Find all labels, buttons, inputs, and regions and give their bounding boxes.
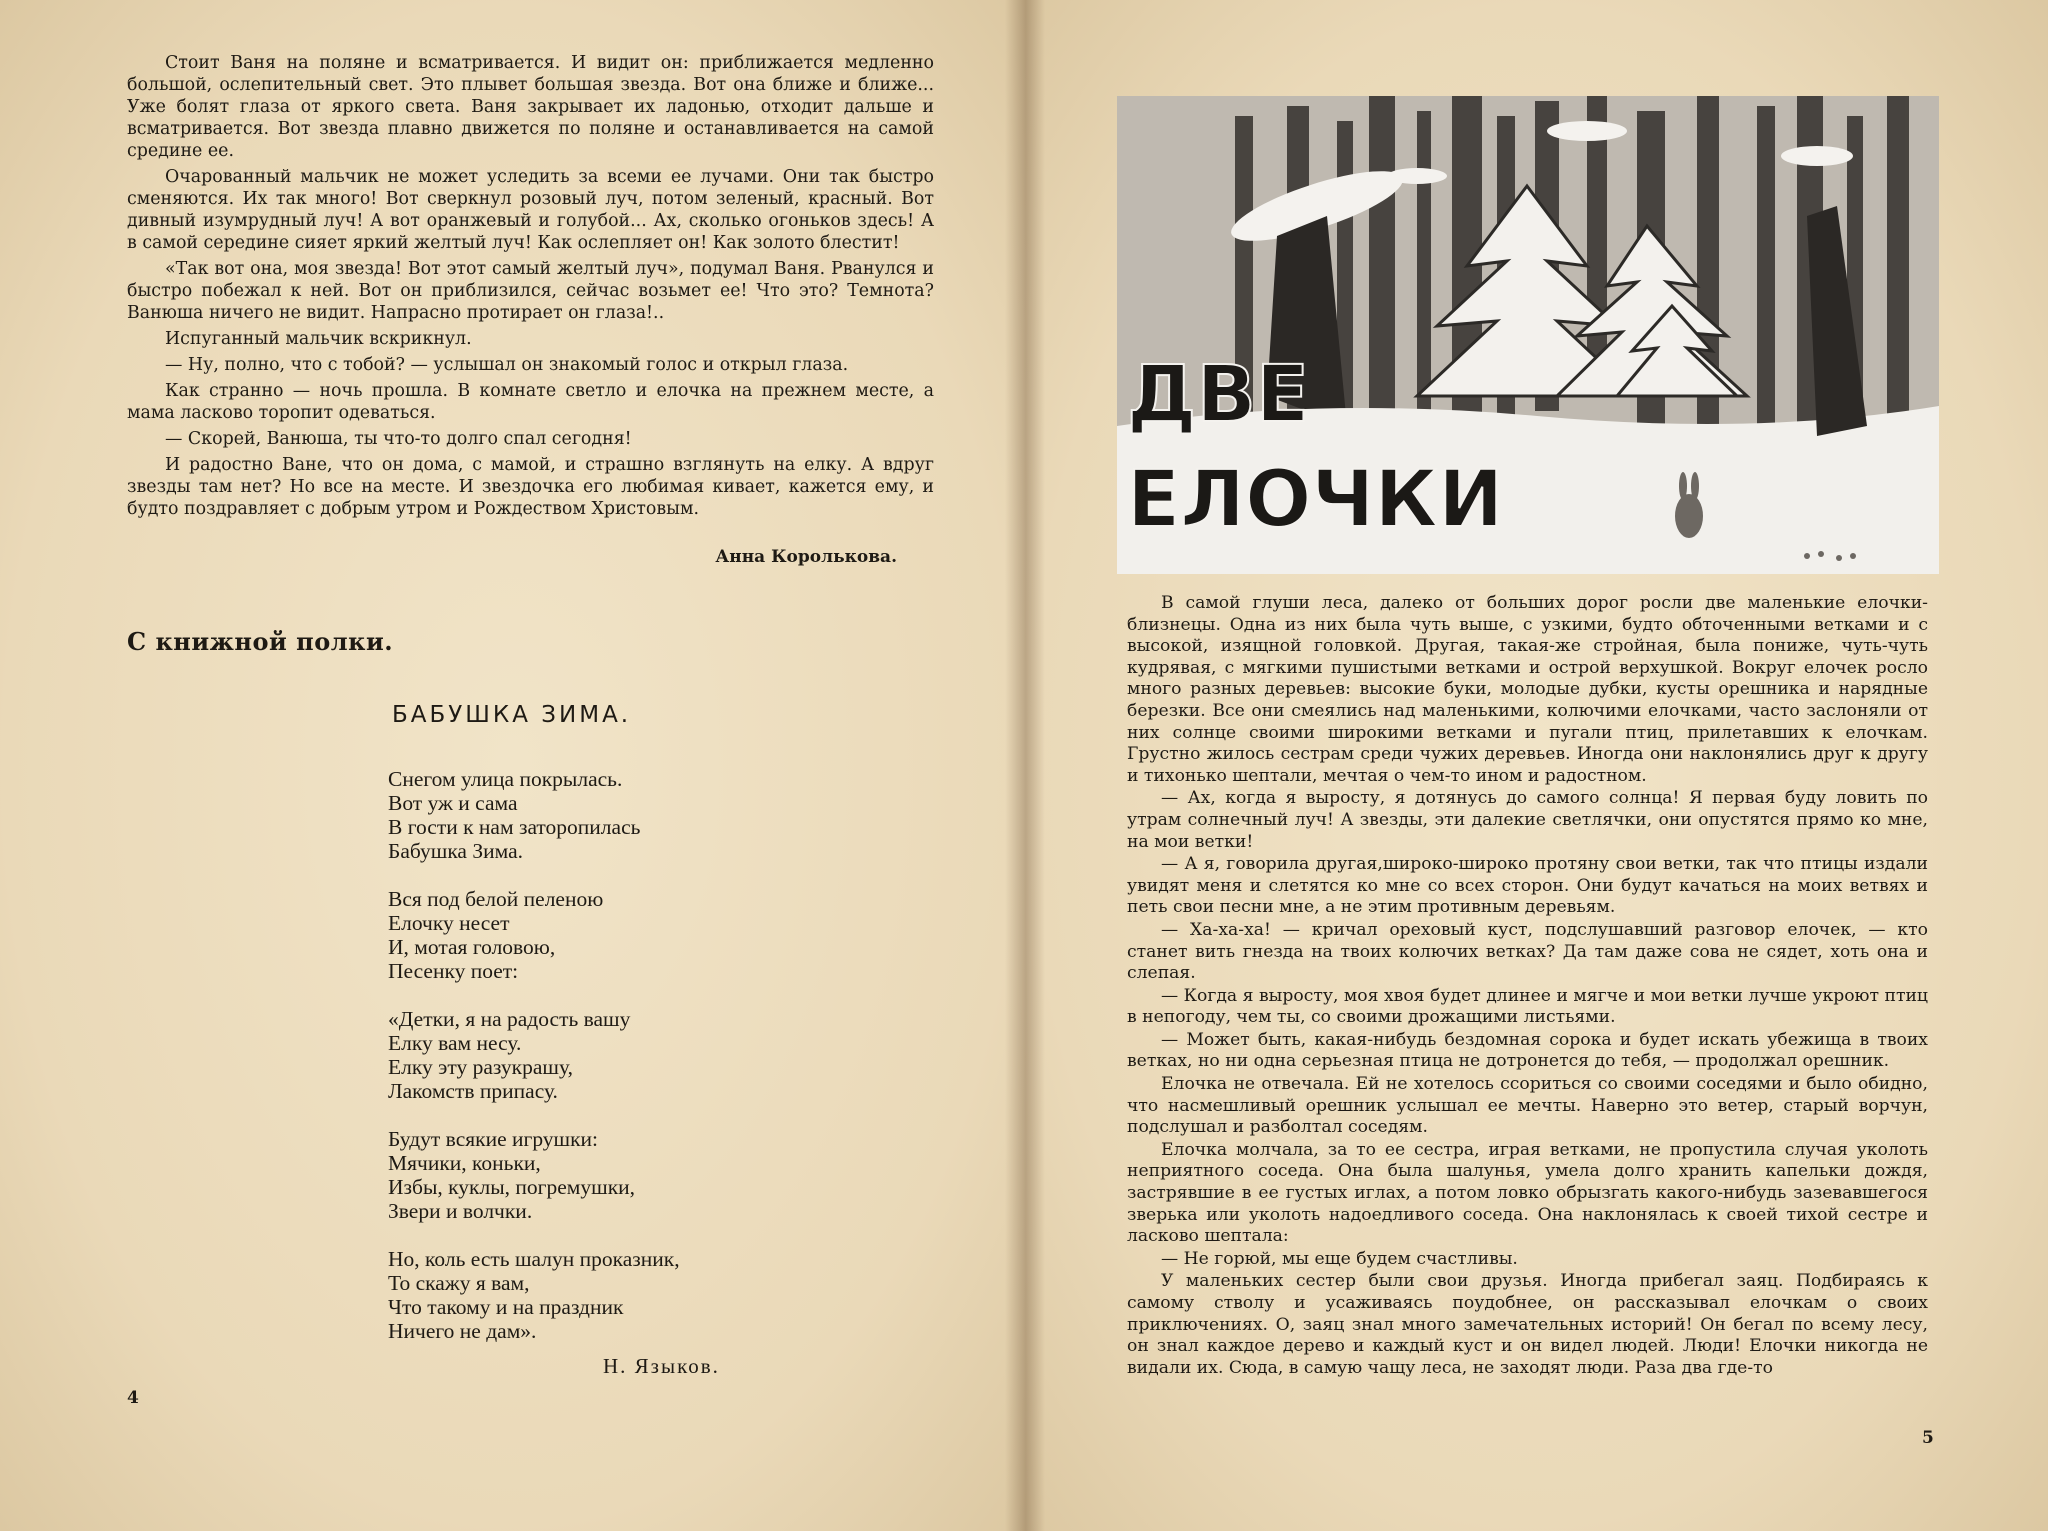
poem-line: «Детки, я на радость вашу xyxy=(388,1007,631,1031)
poem-line: Елочку несет xyxy=(388,911,510,935)
illustration-title-line1: ДВЕ xyxy=(1127,350,1310,440)
poem-author: Н. Языков. xyxy=(603,1354,720,1378)
poem-line: Но, коль есть шалун проказник, xyxy=(388,1247,680,1271)
poem-stanza xyxy=(388,1007,680,1103)
poem-stanza xyxy=(388,1127,680,1223)
illustration-title-line2: ЕЛОЧКИ xyxy=(1127,455,1504,545)
illustration-svg xyxy=(1117,96,1939,574)
poem-line: Ничего не дам». xyxy=(388,1319,537,1343)
forest-illustration xyxy=(1117,96,1939,574)
poem-line: Песенку поет: xyxy=(388,959,519,983)
story-paragraph: — А я, говорила другая,широко-широко протяну свои ветки, так что птицы издали увидят меня и слетятся ко мне со всех сторон. Они будут качаться на моих ветвях и петь свои песни мне, а не этим противным деревьям. xyxy=(1127,854,1928,918)
poem-line: Избы, куклы, погремушки, xyxy=(388,1175,636,1199)
poem-line: Бабушка Зима. xyxy=(388,839,524,863)
poem-line: Снегом улица покрылась. xyxy=(388,767,623,791)
story-paragraph: — Скорей, Ванюша, ты что-то долго спал сегодня! xyxy=(165,429,632,449)
poem-body xyxy=(388,767,680,1367)
story-paragraph: Очарованный мальчик не может уследить за всеми ее лучами. Они так быстро сменяются. Их так много! Вот сверкнул розовый луч, потом зеленый, красный. Вот дивный изумрудный луч! А вот оранжевый и голубой... Ах, сколько огоньков здесь! А в самой середине сияет яркий желтый луч! Как ослепляет он! Как золото блестит! xyxy=(127,167,934,253)
story-paragraph: Стоит Ваня на поляне и всматривается. И видит он: приближается медленно большой, ослепительный свет. Это плывет большая звезда. Вот она ближе и ближе... Уже болят глаза от яркого света. Ваня закрывает их ладонью, отходит дальше и всматривается. Вот звезда плавно движется по поляне и останавливается на самой средине ее. xyxy=(127,53,934,161)
story-paragraph: Как странно — ночь прошла. В комнате светло и елочка на прежнем месте, а мама ласково торопит одеваться. xyxy=(127,381,934,423)
story-paragraph: — Когда я выросту, моя хвоя будет длинее и мягче и мои ветки лучше укроют птиц в непогоду, чем ты, со своими дрожащими листьями. xyxy=(1127,985,1928,1028)
story-text-right xyxy=(1127,593,1928,1380)
story-paragraph: Испуганный мальчик вскрикнул. xyxy=(165,329,472,349)
poem-line: Что такому и на праздник xyxy=(388,1295,624,1319)
story-paragraph: — Ах, когда я выросту, я дотянусь до самого солнца! Я первая буду ловить по утрам солнечный луч! А звезды, эти далекие светлячки, они опустятся прямо ко мне, на мои ветки! xyxy=(1127,788,1928,852)
story-paragraph: «Так вот она, моя звезда! Вот этот самый желтый луч», подумал Ваня. Рванулся и быстро побежал к ней. Вот он приблизился, сейчас возьмет ее! Что это? Темнота? Ванюша ничего не видит. Напрасно протирает он глаза!.. xyxy=(127,259,934,323)
story-paragraph: — Не горюй, мы еще будем счастливы. xyxy=(1161,1248,1518,1269)
poem-line: Мячики, коньки, xyxy=(388,1151,541,1175)
poem-line: То скажу я вам, xyxy=(388,1271,530,1295)
story-paragraph: — Может быть, какая-нибудь бездомная сорока и будет искать убежища в твоих ветках, но ни одна серьезная птица не дотронется до тебя, — продолжал орешник. xyxy=(1127,1029,1928,1072)
poem-stanza xyxy=(388,767,680,863)
story-paragraph: — Ну, полно, что с тобой? — услышал он знакомый голос и открыл глаза. xyxy=(165,355,849,375)
poem-line: И, мотая головою, xyxy=(388,935,556,959)
book-gutter xyxy=(1005,0,1045,1531)
poem-stanza xyxy=(388,887,680,983)
story-paragraph: Елочка молчала, за то ее сестра, играя ветками, не пропустила случая уколоть неприятного соседа. Она была шалунья, умела долго хранить капельки дождя, застрявшие в ее густых иглах, а потом ловко обрызгать какого-нибудь зазевавшегося зверька или уколоть надоедливого соседа. Она наклонялась к своей тихой сестре и ласково шептала: xyxy=(1127,1139,1928,1247)
story-paragraph: — Ха-ха-ха! — кричал ореховый куст, подслушавший разговор елочек, — кто станет вить гнезда на твоих колючих ветках? Да там даже сова не сядет, хоть она и слепая. xyxy=(1127,919,1928,984)
page-number-right: 5 xyxy=(1922,1428,1934,1448)
poem-stanza xyxy=(388,1247,680,1343)
story-paragraph: И радостно Ване, что он дома, с мамой, и страшно взглянуть на елку. А вдруг звезды там нет? Но все на месте. И звездочка его любимая кивает, кажется ему, и будто поздравляет с добрым утром и Рождеством Христовым. xyxy=(127,455,934,519)
page-number-left: 4 xyxy=(127,1388,139,1408)
story-paragraph: Елочка не отвечала. Ей не хотелось ссориться со своими соседями и было обидно, что насмешливый орешник услышал ее мечты. Наверно это ветер, старый ворчун, подслушал и разболтал соседям. xyxy=(1127,1074,1928,1138)
story-paragraph: В самой глуши леса, далеко от больших дорог росли две маленькие елочки-близнецы. Одна из них была чуть выше, с узкими, будто обточенными ветками и с высокой, изящной головкой. Другая, такая-же стройная, была пониже, чуть-чуть кудрявая, с мягкими пушистыми ветками и острой верхушкой. Вокруг елочек росло много разных деревьев: высокие буки, молодые дубки, кусты орешника и нарядные березки. Все они смеялись над маленькими, колючими елочками, часто заслоняли от них солнце своими широкими ветками и пугали птиц, прилетавших к елочкам. Грустно жилось сестрам среди чужих деревьев. Иногда они наклонялись друг к другу и тихонько шептали, мечтая о чем-то ином и радостном. xyxy=(1127,593,1928,786)
poem-line: Звери и волчки. xyxy=(388,1199,533,1223)
poem-line: Елку вам несу. xyxy=(388,1031,522,1055)
poem-line: В гости к нам заторопилась xyxy=(388,815,641,839)
section-heading: С книжной полки. xyxy=(127,627,394,656)
poem-line: Вот уж и сама xyxy=(388,791,518,815)
poem-line: Будут всякие игрушки: xyxy=(388,1127,599,1151)
poem-line: Елку эту разукрашу, xyxy=(388,1055,573,1079)
story-author-signature: Анна Королькова. xyxy=(715,547,897,567)
story-paragraph: У маленьких сестер были свои друзья. Иногда прибегал заяц. Подбираясь к самому стволу и усаживаясь поудобнее, он рассказывал елочкам о своих приключениях. О, заяц знал много замечательных историй! Он бегал по всему лесу, он знал каждое дерево и каждый куст и он видел людей. Люди! Елочки никогда не видали их. Сюда, в самую чащу леса, не заходят люди. Раза два где-то xyxy=(1127,1271,1928,1378)
poem-line: Лакомств припасу. xyxy=(388,1079,558,1103)
story-text-left xyxy=(127,52,934,524)
poem-title: БАБУШКА ЗИМА. xyxy=(392,702,632,728)
poem-line: Вся под белой пеленою xyxy=(388,887,604,911)
